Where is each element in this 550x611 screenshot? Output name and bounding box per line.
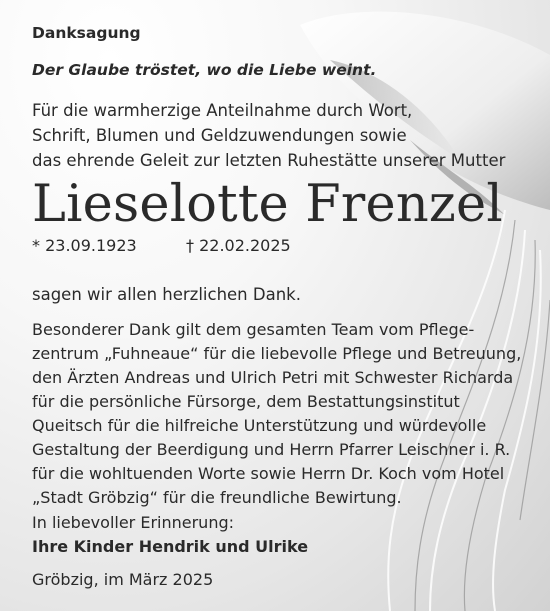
motto: Der Glaube tröstet, wo die Liebe weint. bbox=[32, 61, 377, 79]
heading: Danksagung bbox=[32, 24, 141, 42]
thanks-line: sagen wir allen herzlichen Dank. bbox=[32, 285, 301, 304]
signoff-names: Ihre Kinder Hendrik und Ulrike bbox=[32, 537, 309, 556]
intro-paragraph bbox=[32, 98, 505, 173]
body-line: zentrum „Fuhneaue“ für die liebevolle Pflege und Betreuung, bbox=[32, 344, 522, 363]
body-line: Besonderer Dank gilt dem gesamten Team vom Pflege- bbox=[32, 320, 475, 339]
body-line: Queitsch für die hilfreiche Unterstützung und würdevolle bbox=[32, 416, 487, 435]
body-line: „Stadt Gröbzig“ für die freundliche Bewirtung. bbox=[32, 488, 402, 507]
body-paragraph bbox=[32, 318, 521, 510]
intro-line: Für die warmherzige Anteilnahme durch Wort, bbox=[32, 101, 413, 120]
place-date: Gröbzig, im März 2025 bbox=[32, 570, 214, 589]
death-date: † 22.02.2025 bbox=[186, 236, 291, 255]
intro-line: das ehrende Geleit zur letzten Ruhestätte unserer Mutter bbox=[32, 151, 506, 170]
body-line: Gestaltung der Beerdigung und Herrn Pfarrer Leischner i. R. bbox=[32, 440, 511, 459]
body-line: für die persönliche Fürsorge, dem Bestattungsinstitut bbox=[32, 392, 460, 411]
body-line: den Ärzten Andreas und Ulrich Petri mit Schwester Richarda bbox=[32, 368, 514, 387]
body-line: für die wohltuenden Worte sowie Herrn Dr. Koch vom Hotel bbox=[32, 464, 505, 483]
calla-lily-icon bbox=[290, 0, 550, 611]
signoff-intro: In liebevoller Erinnerung: bbox=[32, 513, 234, 532]
deceased-name: Lieselotte Frenzel bbox=[32, 175, 503, 234]
intro-line: Schrift, Blumen und Geldzuwendungen sowie bbox=[32, 126, 407, 145]
birth-date: * 23.09.1923 bbox=[32, 236, 137, 255]
